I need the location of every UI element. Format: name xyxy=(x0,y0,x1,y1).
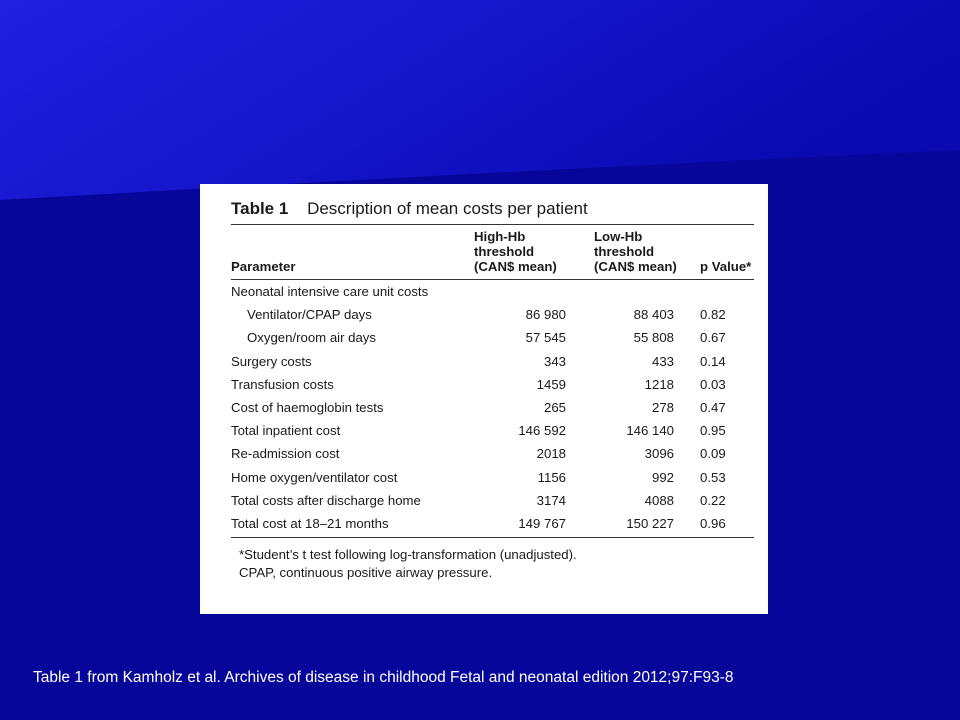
table-row xyxy=(231,303,754,326)
row-low-value: 55 808 xyxy=(633,330,674,346)
row-high-value: 343 xyxy=(543,353,566,369)
row-high-value xyxy=(474,280,594,303)
row-parameter: Home oxygen/ventilator cost xyxy=(231,469,398,485)
table-row xyxy=(231,396,754,419)
row-low-value: 150 227 xyxy=(626,516,674,532)
header-low-hb: Low-Hb threshold (CAN$ mean) xyxy=(594,229,677,274)
table-row xyxy=(231,419,754,442)
header-p-value: p Value* xyxy=(700,259,752,274)
row-low-value: 88 403 xyxy=(633,307,674,323)
header-high-hb: High-Hb threshold (CAN$ mean) xyxy=(474,229,557,274)
table-row xyxy=(231,326,754,349)
row-low-value: 1218 xyxy=(644,376,674,392)
row-parameter: Neonatal intensive care unit costs xyxy=(231,284,429,299)
row-parameter: Transfusion costs xyxy=(231,376,334,392)
row-p-value: 0.67 xyxy=(700,330,726,346)
row-p-value: 0.96 xyxy=(700,516,726,532)
table-row xyxy=(231,442,754,465)
row-parameter: Ventilator/CPAP days xyxy=(247,307,372,323)
row-p-value: 0.14 xyxy=(700,353,726,369)
row-parameter: Oxygen/room air days xyxy=(247,330,376,346)
row-low-value: 992 xyxy=(651,469,674,485)
row-high-value: 2018 xyxy=(536,446,566,462)
table-label: Table 1 xyxy=(231,199,289,218)
row-parameter: Total cost at 18–21 months xyxy=(231,516,389,532)
row-high-value: 57 545 xyxy=(525,330,566,346)
row-high-value: 86 980 xyxy=(525,307,566,323)
slide-caption: Table 1 from Kamholz et al. Archives of disease in childhood Fetal and neonatal edition 2012;97:F93-8 xyxy=(33,669,734,686)
row-parameter: Cost of haemoglobin tests xyxy=(231,400,384,416)
row-high-value: 265 xyxy=(543,400,566,416)
row-parameter: Total costs after discharge home xyxy=(231,492,421,508)
row-p-value: 0.53 xyxy=(700,469,726,485)
bottom-rule xyxy=(231,537,754,538)
header-parameter: Parameter xyxy=(231,259,296,274)
row-p-value: 0.82 xyxy=(700,307,726,323)
row-p-value: 0.09 xyxy=(700,446,726,462)
row-parameter: Total inpatient cost xyxy=(231,423,341,439)
row-p-value: 0.03 xyxy=(700,376,726,392)
row-high-value: 1156 xyxy=(537,469,566,485)
row-low-value: 433 xyxy=(651,353,674,369)
row-low-value: 3096 xyxy=(644,446,674,462)
table-row xyxy=(231,350,754,373)
row-p-value: 0.47 xyxy=(700,400,726,416)
row-high-value: 146 592 xyxy=(518,423,566,439)
row-low-value xyxy=(594,280,688,303)
table-row xyxy=(231,373,754,396)
cost-table xyxy=(231,225,754,535)
row-p-value: 0.22 xyxy=(700,492,726,508)
row-parameter: Re-admission cost xyxy=(231,446,340,462)
row-parameter: Surgery costs xyxy=(231,353,312,369)
row-high-value: 3174 xyxy=(536,492,566,508)
footnote-cpap: CPAP, continuous positive airway pressure. xyxy=(239,565,493,581)
row-high-value: 149 767 xyxy=(518,516,566,532)
table-row xyxy=(231,280,754,303)
row-low-value: 146 140 xyxy=(626,423,674,439)
footnote-ttest: *Student’s t test following log-transformation (unadjusted). xyxy=(239,547,577,563)
row-high-value: 1459 xyxy=(536,376,566,392)
row-p-value xyxy=(688,280,754,303)
table-caption-title: Description of mean costs per patient xyxy=(307,199,588,218)
table-footnote xyxy=(231,546,754,582)
row-low-value: 4088 xyxy=(644,492,674,508)
row-p-value: 0.95 xyxy=(700,423,726,439)
header-row xyxy=(231,225,754,279)
row-low-value: 278 xyxy=(651,400,674,416)
table-title xyxy=(231,198,754,222)
table-image xyxy=(200,184,768,614)
table-row xyxy=(231,489,754,512)
table-row xyxy=(231,512,754,535)
table-row xyxy=(231,466,754,489)
